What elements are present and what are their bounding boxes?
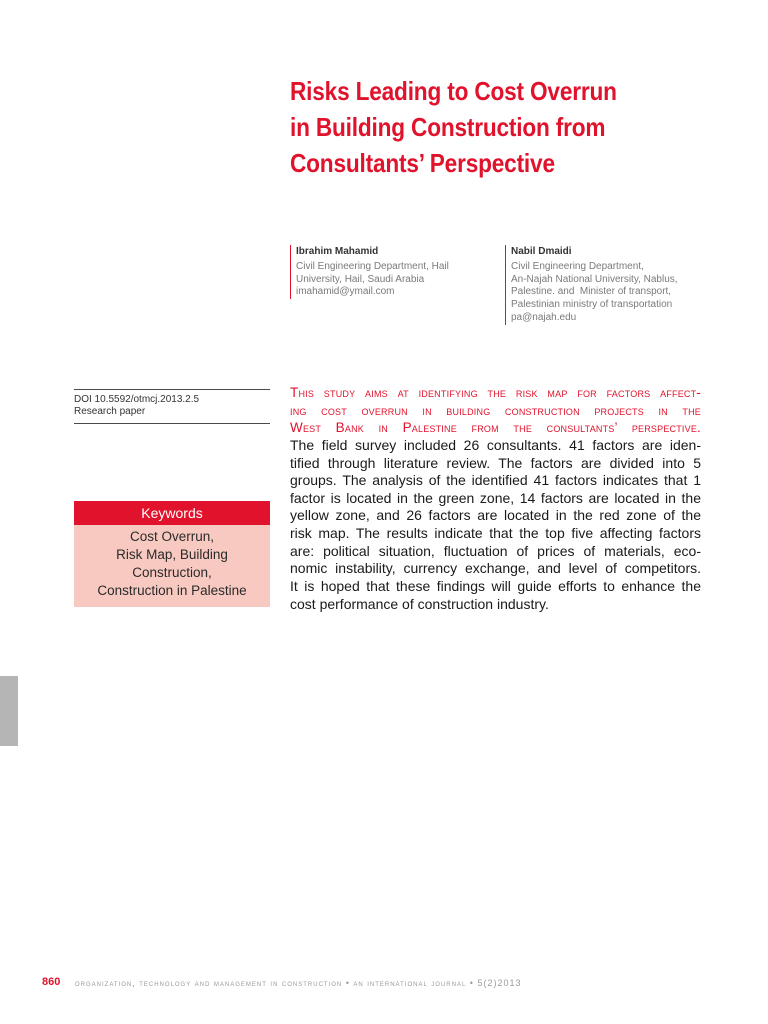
author-block (290, 245, 496, 299)
keyword-line: Construction in Palestine (97, 583, 247, 598)
abstract-line: It is hoped that these findings will guide efforts to enhance the (290, 578, 701, 595)
abstract-line: nomic instability, currency exchange, and level of competitors. (290, 560, 701, 577)
author-name: Nabil Dmaidi (511, 246, 572, 257)
author-affiliation-line: University, Hail, Saudi Arabia (296, 273, 425, 285)
title-line: in Building Construction from (290, 112, 606, 142)
abstract-line: factor is located in the green zone, 14 factors are located in the (290, 489, 701, 506)
author-affiliation-line: Palestine. and Minister of transport, (511, 286, 672, 298)
article-type: Research paper (74, 406, 146, 417)
keywords-heading: Keywords (74, 501, 270, 525)
keyword-line: Construction, (132, 565, 212, 580)
side-tab-marker (0, 676, 18, 746)
author-affiliation-line: An-Najah National University, Nablus, (511, 273, 678, 285)
abstract-line: risk map. The results indicate that the top five affecting factors (290, 525, 701, 542)
journal-running-footer: organization, technology and management in construction • an international journal • 5(2)2013 (75, 978, 522, 988)
paper-title (290, 73, 666, 181)
abstract-line: tified through literature review. The factors are divided into 5 (290, 454, 701, 471)
keyword-line: Cost Overrun, (129, 529, 215, 544)
abstract-lead-line: This study aims at identifying the risk map for factors affect- (290, 385, 701, 400)
doi: DOI 10.5592/otmcj.2013.2.5 (74, 394, 200, 405)
abstract-lead-line: West Bank in Palestine from the consultants’ perspective. (290, 420, 701, 436)
author-affiliation-line: Civil Engineering Department, (511, 261, 644, 272)
author-affiliation-line: Civil Engineering Department, Hail (296, 261, 449, 272)
title-line: Consultants’ Perspective (290, 148, 555, 178)
keyword-line: Risk Map, Building (116, 547, 228, 562)
title-line: Risks Leading to Cost Overrun (290, 76, 617, 106)
abstract (290, 384, 701, 613)
author-email: imahamid@ymail.com (296, 286, 395, 298)
author-name: Ibrahim Mahamid (296, 246, 379, 257)
author-affiliation-line: Palestinian ministry of transportation (511, 299, 673, 311)
abstract-line: cost performance of construction industry. (290, 595, 549, 612)
keywords-list (74, 525, 270, 607)
abstract-line: groups. The analysis of the identified 41 factors indicates that 1 (290, 472, 701, 489)
keywords-box (74, 501, 270, 607)
author-email: pa@najah.edu (511, 311, 577, 323)
abstract-line: The field survey included 26 consultants. 41 factors are iden- (290, 436, 701, 453)
author-block (505, 245, 726, 325)
abstract-line: yellow zone, and 26 factors are located in the red zone of the (290, 507, 701, 524)
page-number: 860 (42, 976, 61, 988)
article-info (74, 389, 270, 424)
abstract-line: are: political situation, fluctuation of prices of materials, eco- (290, 542, 701, 559)
abstract-lead-line: ing cost overrun in building construction projects in the (290, 402, 701, 418)
